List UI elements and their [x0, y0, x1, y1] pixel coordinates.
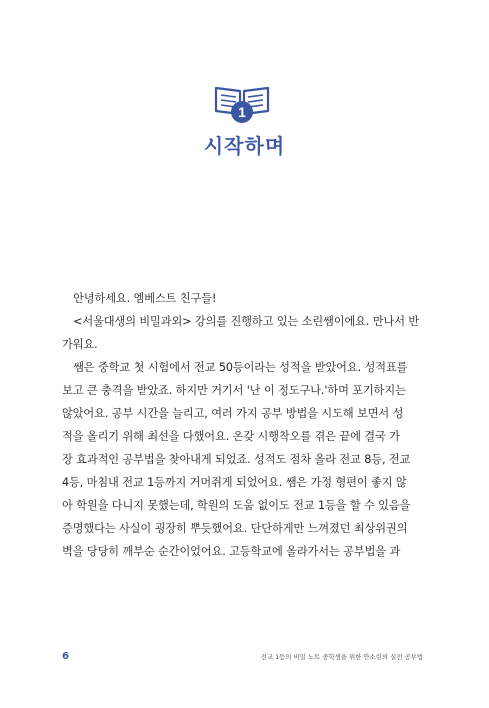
- body-paragraphs: [62, 287, 424, 563]
- body-line: 가워요.: [62, 338, 98, 351]
- body-line: <서울대생의 비밀과외> 강의를 진행하고 있는 소린쌤이에요. 만나서 반: [62, 315, 420, 328]
- body-line: 보고 큰 충격을 받았죠. 하지만 거기서 '난 이 정도구나.'하며 포기하지는: [62, 384, 406, 397]
- body-line: 쌤은 중학교 첫 시험에서 전교 50등이라는 성적을 받았어요. 성적표를: [62, 361, 408, 374]
- running-footer-title: 전교 1등의 비밀 노트 중학생을 위한 안소린의 실전 공부법: [260, 653, 423, 661]
- chapter-number: 1: [238, 104, 246, 120]
- body-line: 적을 올리기 위해 최선을 다했어요. 온갖 시행착오를 겪은 끝에 결국 가: [62, 430, 400, 443]
- body-line: 안녕하세요. 엠베스트 친구들!: [62, 292, 217, 305]
- body-line: 벽을 당당히 깨부순 순간이었어요. 고등학교에 올라가서는 공부법을 과: [62, 545, 401, 558]
- body-line: 장 효과적인 공부법을 찾아내게 되었죠. 성적도 점차 올라 전교 8등, 전교: [62, 453, 411, 466]
- body-line: 증명했다는 사실이 굉장히 뿌듯했어요. 단단하게만 느껴졌던 최상위권의: [62, 522, 408, 535]
- chapter-title: 시작하며: [203, 134, 286, 158]
- body-line: 않았어요. 공부 시간을 늘리고, 여러 가지 공부 방법을 시도해 보면서 성: [62, 407, 404, 420]
- body-line: 아 학원을 다니지 못했는데, 학원의 도움 없이도 전교 1등을 할 수 있음을: [62, 499, 411, 512]
- body-line: 4등, 마침내 전교 1등까지 거머쥐게 되었어요. 쌤은 가정 형편이 좋지 않: [62, 476, 407, 489]
- page-number: 6: [62, 651, 69, 662]
- body-text: [62, 287, 424, 563]
- open-book-icon: [212, 84, 272, 126]
